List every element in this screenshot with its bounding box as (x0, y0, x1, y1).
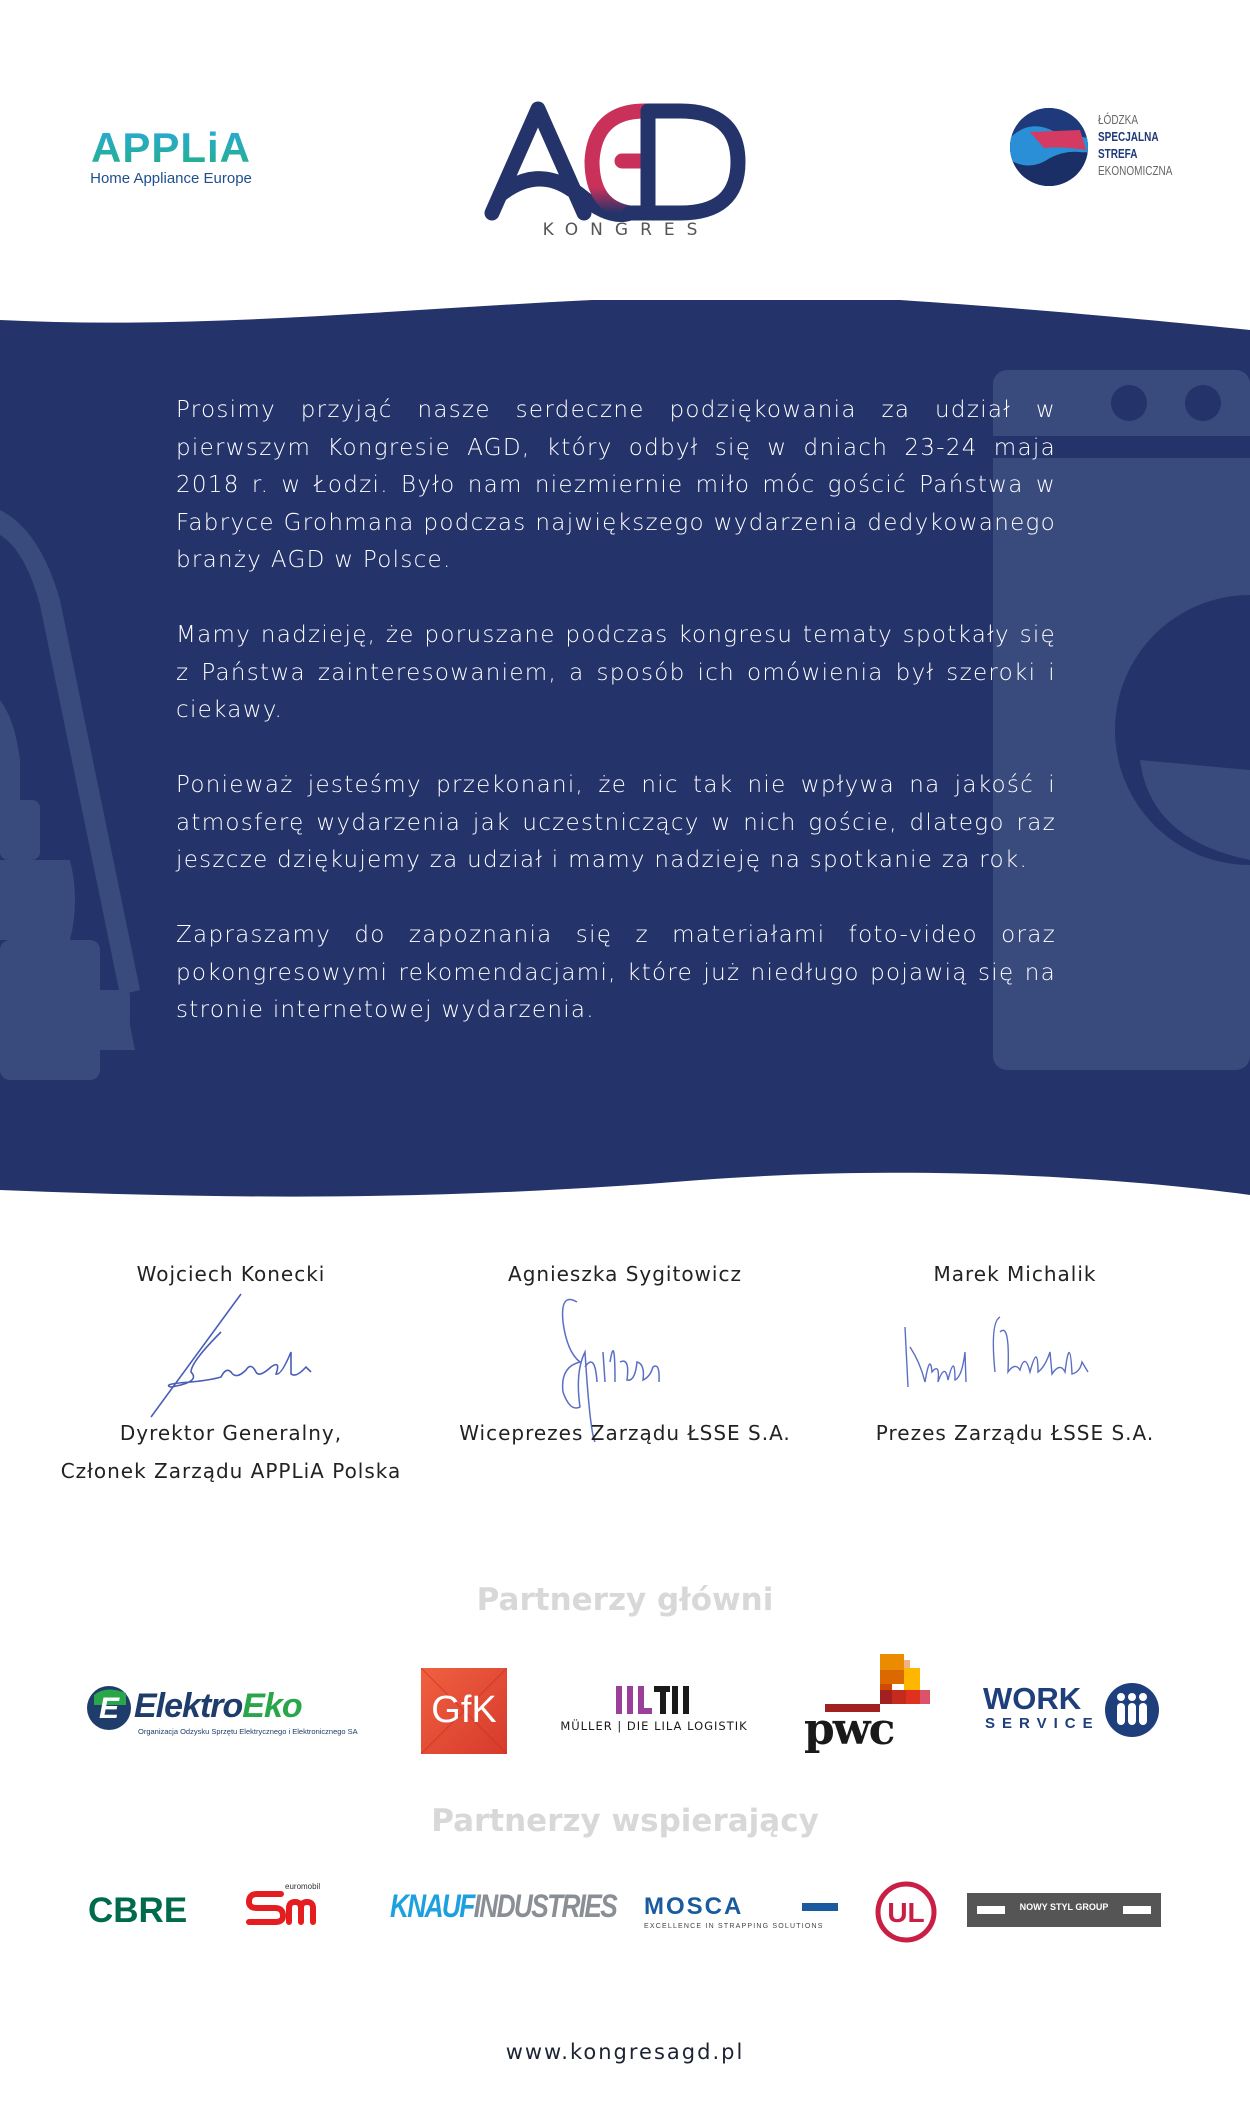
work-service-line2: SERVICE (985, 1715, 1100, 1732)
partner-logo-euromobil (245, 1882, 345, 1932)
agd-letter-d (630, 111, 738, 213)
knauf-word2: INDUSTRIES (473, 1888, 617, 1924)
signatory-michalik (815, 1262, 1215, 1445)
website-link[interactable]: www.kongresagd.pl (505, 2040, 745, 2064)
muller-wordmark: MÜLLER | DIE LILA LOGISTIK (560, 1719, 748, 1733)
thank-you-letter (176, 392, 1056, 1067)
knauf-word1: KNAUF (390, 1888, 474, 1924)
partner-logo-muller (554, 1686, 754, 1736)
supporting-partners-title: Partnerzy wspierający (431, 1803, 819, 1839)
partner-logo-ul (874, 1880, 938, 1944)
signatory-role (31, 1414, 431, 1490)
elektroeko-word2: Eko (242, 1687, 302, 1725)
gfk-wordmark: GfK (431, 1689, 497, 1731)
nowy-styl-wordmark: NOWY STYL GROUP (1019, 1902, 1109, 1912)
partner-logo-pwc (800, 1654, 935, 1754)
elektroeko-e-icon (86, 1685, 132, 1731)
signatory-role-line-1: Prezes Zarządu ŁSSE S.A. (875, 1421, 1155, 1445)
signatory-name: Marek Michalik (933, 1262, 1097, 1286)
elektroeko-wordmark (134, 1687, 302, 1725)
partner-logo-gfk (421, 1668, 507, 1754)
mosca-tagline: EXCELLENCE IN STRAPPING SOLUTIONS (644, 1923, 824, 1930)
ul-circle-icon (874, 1880, 938, 1944)
ul-wordmark: UL (887, 1897, 925, 1928)
euromobil-em-icon (245, 1888, 335, 1928)
partner-logo-elektroeko (86, 1685, 376, 1745)
signatory-role-line-1: Dyrektor Generalny, (119, 1421, 343, 1445)
letter-paragraph-2: Mamy nadzieję, że poruszane podczas kongresu tematy spotkały się z Państwa zainteresowaniem, a sposób ich omówienia był szeroki i ciekawy. (176, 622, 1056, 723)
svg-text:E: E (98, 1692, 120, 1725)
elektroeko-tagline: Organizacja Odzysku Sprzętu Elektrycznego i Elektronicznego SA (138, 1727, 358, 1736)
applia-logo (86, 124, 256, 187)
lsse-line-1: ŁÓDZKA (1098, 113, 1139, 127)
mosca-wordmark: MOSCA (644, 1893, 744, 1920)
signatory-konecki (31, 1262, 431, 1483)
signature-michalik (900, 1292, 1140, 1392)
letter-paragraph-4: Zapraszamy do zapoznania się z materiałami foto-video oraz pokongresowymi rekomendacjami, które już niedługo pojawią się na stronie internetowej wydarzenia. (176, 922, 1056, 1023)
mosca-bar (802, 1903, 838, 1911)
main-partners-title: Partnerzy główni (476, 1582, 774, 1618)
partner-logo-work-service (983, 1683, 1163, 1739)
partner-logo-knauf (390, 1888, 616, 1924)
applia-tagline: Home Appliance Europe (90, 170, 252, 187)
lsse-text (1098, 112, 1172, 180)
signatory-role (815, 1414, 1215, 1452)
nowy-styl-bar-left (977, 1906, 1005, 1914)
lsse-line-2: SPECJALNA (1098, 130, 1159, 144)
letter-paragraph-1: Prosimy przyjąć nasze serdeczne podziękowania za udział w pierwszym Kongresie AGD, który odbył się w dniach 23-24 maja 2018 r. w Łodzi. Było nam niezmiernie miło móc gościć Państwa w Fabryce Grohmana podczas największego wydarzenia dedykowanego branży AGD w Polsce. (176, 397, 1056, 573)
signature-konecki (131, 1292, 361, 1422)
nowy-styl-bar-right (1123, 1906, 1151, 1914)
elektroeko-word1: Elektro (134, 1687, 243, 1725)
signatory-sygitowicz (425, 1262, 825, 1445)
lsse-line-3: STREFA (1098, 147, 1138, 161)
signatory-role-line-2: Członek Zarządu APPLiA Polska (60, 1459, 402, 1483)
signatory-role (425, 1414, 825, 1452)
signatory-name: Wojciech Konecki (136, 1262, 326, 1286)
partner-logo-cbre: CBRE (88, 1891, 188, 1930)
muller-bars-icon (616, 1686, 696, 1714)
letter-paragraph-3: Ponieważ jesteśmy przekonani, że nic tak nie wpływa na jakość i atmosferę wydarzenia jak uczestniczący w nich goście, dlatego raz jeszcze dziękujemy za udział i mamy nadzieję na spotkanie za rok. (176, 772, 1056, 873)
partner-logo-nowy-styl (967, 1893, 1161, 1927)
pwc-wordmark: pwc (804, 1704, 894, 1755)
partner-logo-mosca (644, 1895, 844, 1935)
lsse-circle-icon (1010, 108, 1088, 186)
euromobil-wordmark: euromobil (285, 1882, 321, 1891)
agd-kongres-subtitle: KONGRES (542, 220, 710, 240)
signatory-name: Agnieszka Sygitowicz (508, 1262, 742, 1286)
lsse-logo (1010, 108, 1210, 188)
applia-wordmark: APPLiA (86, 128, 256, 168)
signatory-role-line-1: Wiceprezes Zarządu ŁSSE S.A. (459, 1421, 791, 1445)
work-service-line1: WORK (983, 1681, 1082, 1716)
lsse-line-4: EKONOMICZNA (1098, 164, 1173, 178)
work-service-circle-icon (1105, 1683, 1159, 1737)
